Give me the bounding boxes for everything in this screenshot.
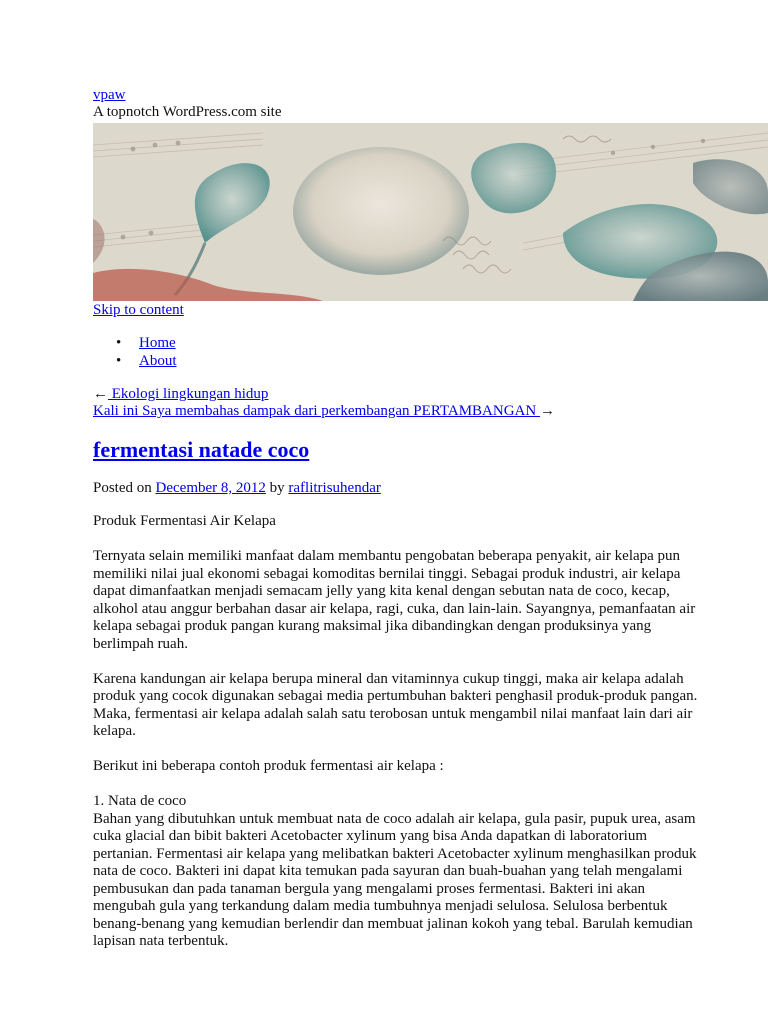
content-paragraph: Ternyata selain memiliki manfaat dalam membantu pengobatan beberapa penyakit, air kelapa pun memiliki nilai jual ekonomi sebagai komoditas bernilai tinggi. Sebagai produk industri, air kelapa dapat dimanfaatkan menjadi semacam jelly yang kita kenal dengan sebutan nata de coco, kecap, alkohol atau anggur berbahan dasar air kelapa, ragi, cuka, dan lain-lain. Sayangnya, pemanfaatan air kelapa sebagai produk pangan kurang maksimal jika dibandingkan dengan produksinya yang berlimpah ruah. <box>93 548 696 652</box>
nav-link-about[interactable]: About <box>139 353 177 369</box>
content-paragraph: Bahan yang dibutuhkan untuk membuat nata de coco adalah air kelapa, gula pasir, pupuk urea, asam cuka glacial dan bibit bakteri Acetobacter xylinum yang bisa Anda dapatkan di laboratorium pertanian. Fermentasi air kelapa yang melibatkan bakteri Acetobacter xylinum menghasilkan produk nata de coco. Bakteri ini dapat kita temukan pada sayuran dan buah-buahan yang telah mengalami pembusukan dan pada tanaman bergula yang mengalami proses fermentasi. Bakteri ini akan mengubah gula yang terkandung dalam media tumbuhnya menjadi selulosa. Selulosa berbentuk benang-benang yang kemudian berlendir dan membuat jalinan kokoh yang tebal. Barulah kemudian lapisan nata terbentuk. <box>93 810 697 949</box>
by-label: by <box>265 480 289 496</box>
next-post-nav[interactable] <box>93 403 555 421</box>
content-paragraph: Produk Fermentasi Air Kelapa <box>93 513 276 529</box>
post-title-link[interactable]: fermentasi natade coco <box>93 437 310 462</box>
nav-item-home[interactable] <box>93 335 177 353</box>
site-title[interactable] <box>93 87 126 105</box>
nav-item-about[interactable] <box>93 353 177 371</box>
next-post-link[interactable]: Kali ini Saya membahas dampak dari perkembangan PERTAMBANGAN <box>93 403 540 419</box>
skip-to-content[interactable] <box>93 302 184 320</box>
section-heading: 1. Nata de coco <box>93 793 187 809</box>
post-date-link[interactable]: December 8, 2012 <box>155 480 266 496</box>
author-link[interactable]: raflitrisuhendar <box>288 480 381 496</box>
main-navigation <box>93 335 177 371</box>
post-meta <box>93 480 381 498</box>
skip-to-content-link[interactable]: Skip to content <box>93 302 184 318</box>
content-paragraph: Karena kandungan air kelapa berupa mineral dan vitaminnya cukup tinggi, maka air kelapa adalah produk yang cocok digunakan sebagai media pertumbuhan bakteri penghasil produk-produk pangan. Maka, fermentasi air kelapa adalah salah satu terobosan untuk mengambil nilai manfaat lain dari air kelapa. <box>93 670 698 739</box>
header-banner-image <box>93 123 768 301</box>
posted-on-label: Posted on <box>93 480 156 496</box>
post-title[interactable] <box>93 437 309 463</box>
content-paragraph: Berikut ini beberapa contoh produk fermentasi air kelapa : <box>93 758 444 774</box>
previous-post-link[interactable]: Ekologi lingkungan hidup <box>108 386 269 402</box>
nav-link-home[interactable]: Home <box>139 335 176 351</box>
site-title-link[interactable]: vpaw <box>93 87 126 103</box>
right-arrow-icon: → <box>539 403 555 419</box>
site-description: A topnotch WordPress.com site <box>93 104 282 120</box>
left-arrow-icon: ← <box>93 386 108 402</box>
post-content <box>93 513 698 968</box>
previous-post-nav[interactable] <box>93 386 268 404</box>
